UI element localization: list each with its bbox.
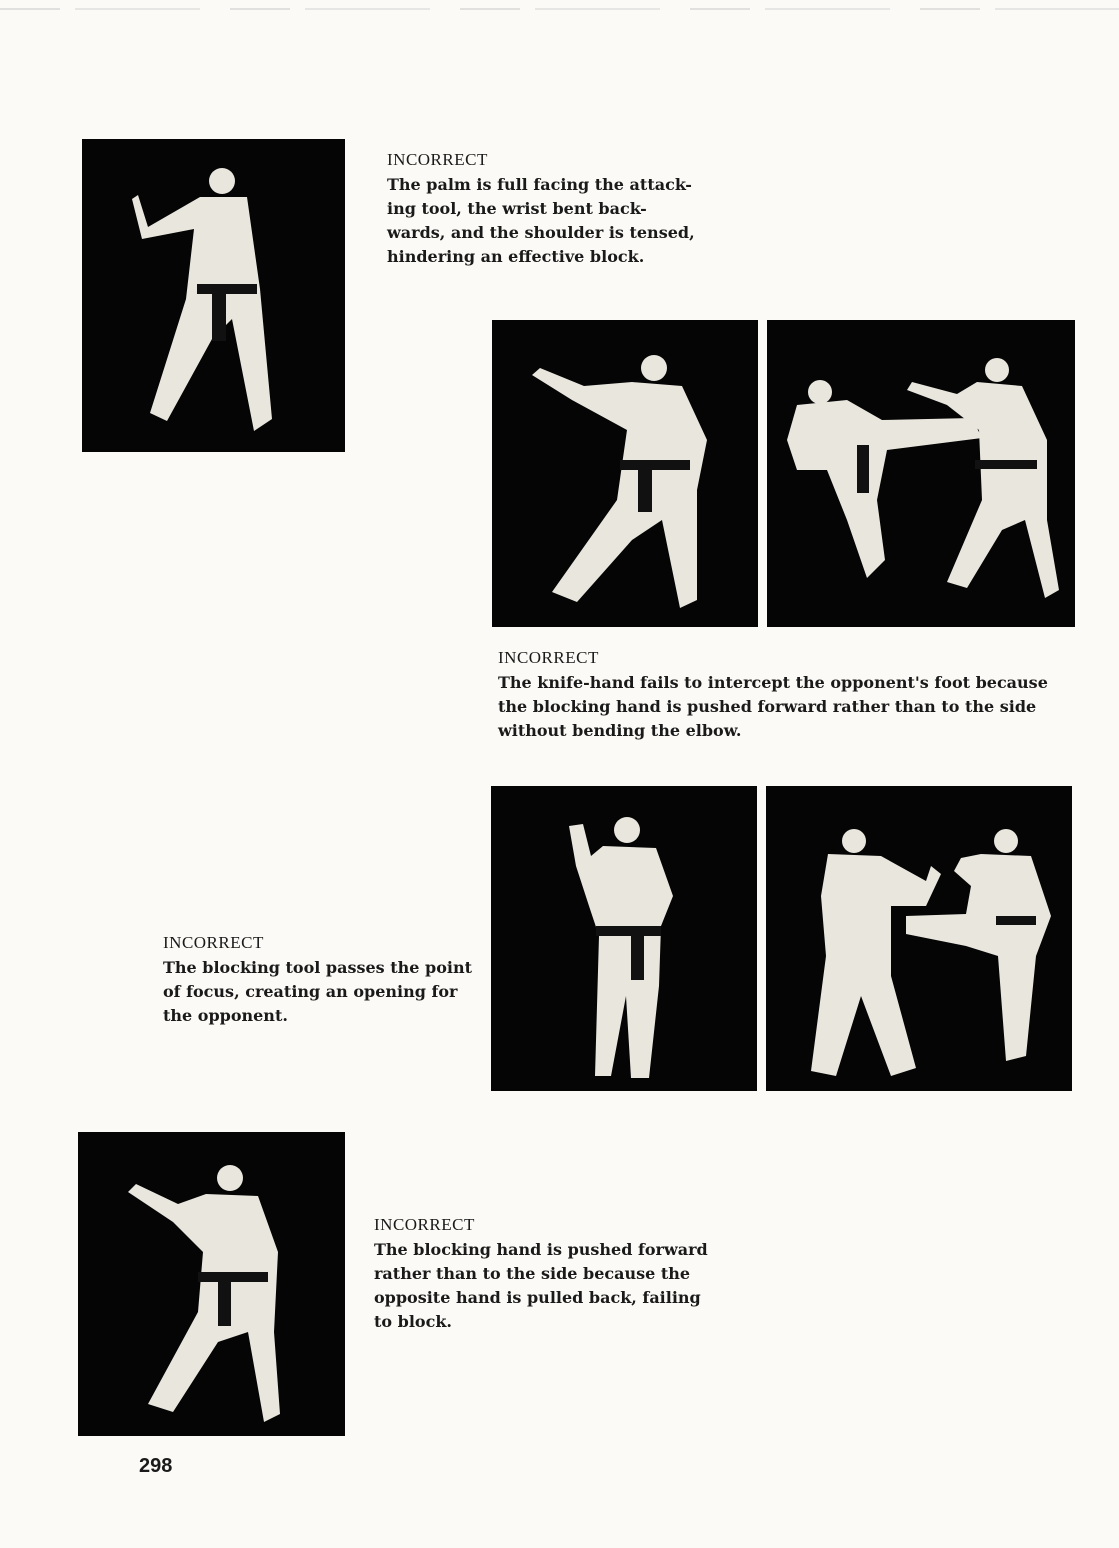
photo-blocking-tool-pair [766, 786, 1072, 1091]
caption-4 [374, 1215, 724, 1334]
photo-kick-block-pair [767, 320, 1075, 627]
caption-line: to block. [374, 1312, 452, 1331]
caption-text [374, 1238, 724, 1334]
caption-line: the blocking hand is pushed forward rather than to the side [498, 697, 1037, 716]
caption-heading: INCORRECT [163, 933, 264, 952]
caption-text [387, 173, 717, 269]
caption-heading: INCORRECT [387, 150, 488, 169]
caption-line: wards, and the shoulder is tensed, [387, 223, 695, 242]
caption-2 [498, 648, 1068, 743]
caption-line: The blocking hand is pushed forward [374, 1240, 708, 1259]
page-number: 298 [139, 1455, 173, 1477]
caption-line: rather than to the side because the [374, 1264, 691, 1283]
caption-line: the opponent. [163, 1006, 288, 1025]
caption-line: of focus, creating an opening for [163, 982, 458, 1001]
caption-line: ing tool, the wrist bent back- [387, 199, 647, 218]
caption-line: The palm is full facing the attack- [387, 175, 692, 194]
caption-1 [387, 150, 717, 269]
photo-palm-block-stance [82, 139, 345, 452]
caption-heading: INCORRECT [374, 1215, 475, 1234]
photo-blocking-tool-stance [491, 786, 757, 1091]
caption-3 [163, 933, 483, 1028]
caption-heading: INCORRECT [498, 648, 599, 667]
caption-line: The blocking tool passes the point [163, 958, 472, 977]
caption-text [498, 671, 1068, 743]
caption-text [163, 956, 483, 1028]
caption-line: hindering an effective block. [387, 247, 645, 266]
caption-line: The knife-hand fails to intercept the opponent's foot because [498, 673, 1048, 692]
photo-pushed-forward-stance [78, 1132, 345, 1436]
scan-artifact [0, 8, 1119, 10]
photo-knife-hand-stance [492, 320, 758, 627]
caption-line: without bending the elbow. [498, 721, 742, 740]
caption-line: opposite hand is pulled back, failing [374, 1288, 701, 1307]
